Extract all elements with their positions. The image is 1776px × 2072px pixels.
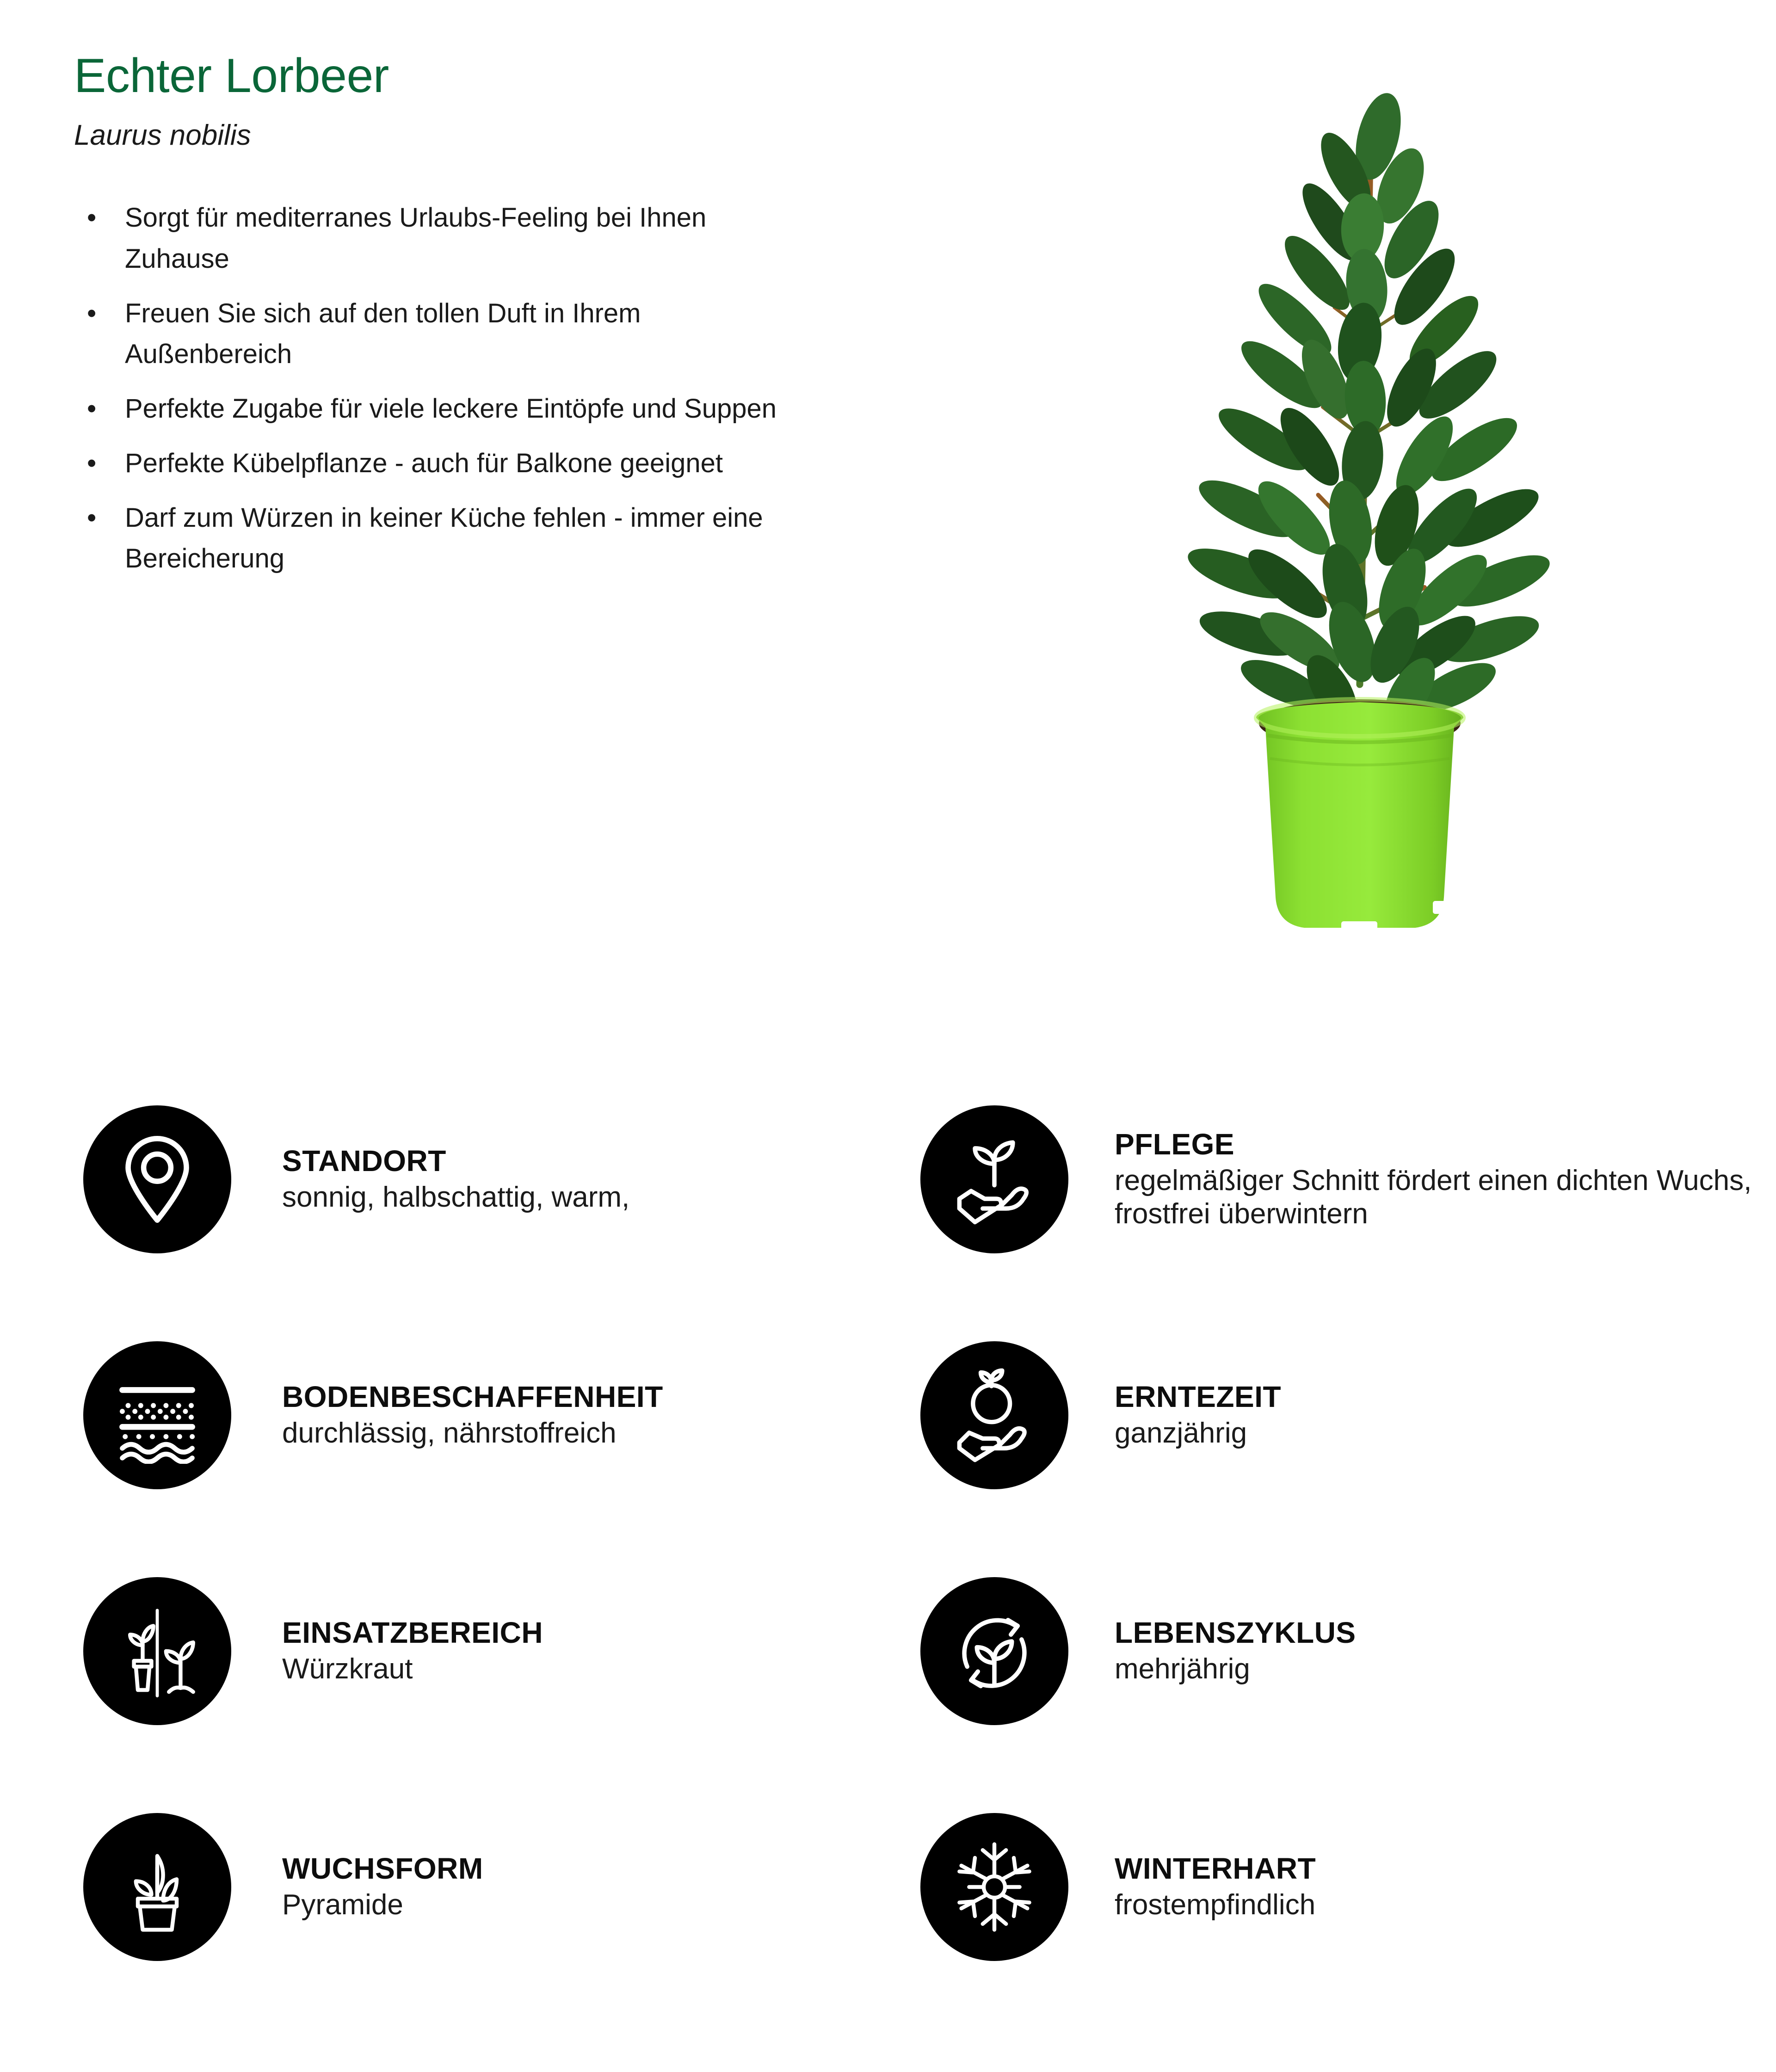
attribute-text-block: [1068, 1381, 1762, 1450]
attribute-row-lebenszyklus: [920, 1559, 1762, 1744]
attribute-label: PFLEGE: [1115, 1128, 1235, 1161]
attribute-value: Würzkraut: [282, 1653, 413, 1685]
benefit-text: Sorgt für mediterranes Urlaubs-Feeling bei Ihnen Zuhause: [125, 203, 707, 274]
list-item: [74, 498, 888, 579]
attribute-value: frostempfindlich: [1115, 1888, 1316, 1921]
attributes-right-column: [920, 1087, 1762, 1980]
attribute-row-bodenbeschaffenheit: [83, 1323, 897, 1508]
plant-product-image: [1101, 56, 1619, 962]
attribute-value: durchlässig, nährstoffreich: [282, 1417, 617, 1449]
life-cycle-icon: [920, 1577, 1068, 1725]
bullet-glyph: •: [87, 298, 97, 328]
plant-attributes-section: [0, 1087, 1776, 2040]
soil-layers-icon: [83, 1341, 231, 1489]
product-text-column: [74, 51, 888, 593]
attributes-left-column: [83, 1087, 897, 1980]
attribute-label: WUCHSFORM: [282, 1852, 483, 1886]
attribute-text-block: [231, 1381, 897, 1450]
botanical-name: Laurus nobilis: [74, 119, 251, 152]
attribute-text-block: [1068, 1616, 1762, 1686]
list-item: [74, 293, 888, 375]
list-item: [74, 197, 888, 279]
attribute-text-block: [231, 1852, 897, 1922]
benefit-text: Perfekte Zugabe für viele leckere Eintöpfe und Suppen: [125, 394, 777, 424]
attribute-text-block: [1068, 1128, 1762, 1230]
attribute-row-erntezeit: [920, 1323, 1762, 1508]
pot-and-ground-plant-icon: [83, 1577, 231, 1725]
potted-plant-icon: [83, 1813, 231, 1961]
benefit-text: Perfekte Kübelpflanze - auch für Balkone geeignet: [125, 448, 723, 479]
benefit-list: [74, 197, 888, 579]
benefit-text: Darf zum Würzen in keiner Küche fehlen - immer eine Bereicherung: [125, 503, 763, 574]
attribute-text-block: [231, 1145, 897, 1214]
bullet-glyph: •: [87, 448, 97, 479]
attribute-value: mehrjährig: [1115, 1653, 1250, 1685]
snowflake-icon: [920, 1813, 1068, 1961]
hand-with-fruit-icon: [920, 1341, 1068, 1489]
attribute-row-einsatzbereich: [83, 1559, 897, 1744]
attribute-row-winterhart: [920, 1794, 1762, 1980]
location-pin-icon: [83, 1105, 231, 1253]
attribute-row-pflege: [920, 1087, 1762, 1272]
attribute-row-standort: [83, 1087, 897, 1272]
attribute-value: regelmäßiger Schnitt fördert einen dichten Wuchs, frostfrei überwintern: [1115, 1164, 1752, 1230]
attribute-label: BODENBESCHAFFENHEIT: [282, 1380, 663, 1414]
list-item: [74, 388, 888, 429]
attribute-label: STANDORT: [282, 1144, 446, 1178]
attribute-label: EINSATZBEREICH: [282, 1616, 543, 1650]
list-item: [74, 443, 888, 484]
page-title: Echter Lorbeer: [74, 49, 389, 103]
attribute-value: sonnig, halbschattig, warm,: [282, 1181, 630, 1213]
bullet-glyph: •: [87, 203, 97, 233]
hand-with-seedling-icon: [920, 1105, 1068, 1253]
attribute-label: WINTERHART: [1115, 1852, 1316, 1886]
bullet-glyph: •: [87, 394, 97, 424]
attribute-value: ganzjährig: [1115, 1417, 1247, 1449]
attribute-text-block: [1068, 1852, 1762, 1922]
bullet-glyph: •: [87, 503, 97, 533]
attribute-row-wuchsform: [83, 1794, 897, 1980]
attribute-label: ERNTEZEIT: [1115, 1380, 1282, 1414]
attribute-label: LEBENSZYKLUS: [1115, 1616, 1356, 1650]
attribute-text-block: [231, 1616, 897, 1686]
attribute-value: Pyramide: [282, 1888, 403, 1921]
benefit-text: Freuen Sie sich auf den tollen Duft in Ihrem Außenbereich: [125, 298, 641, 369]
